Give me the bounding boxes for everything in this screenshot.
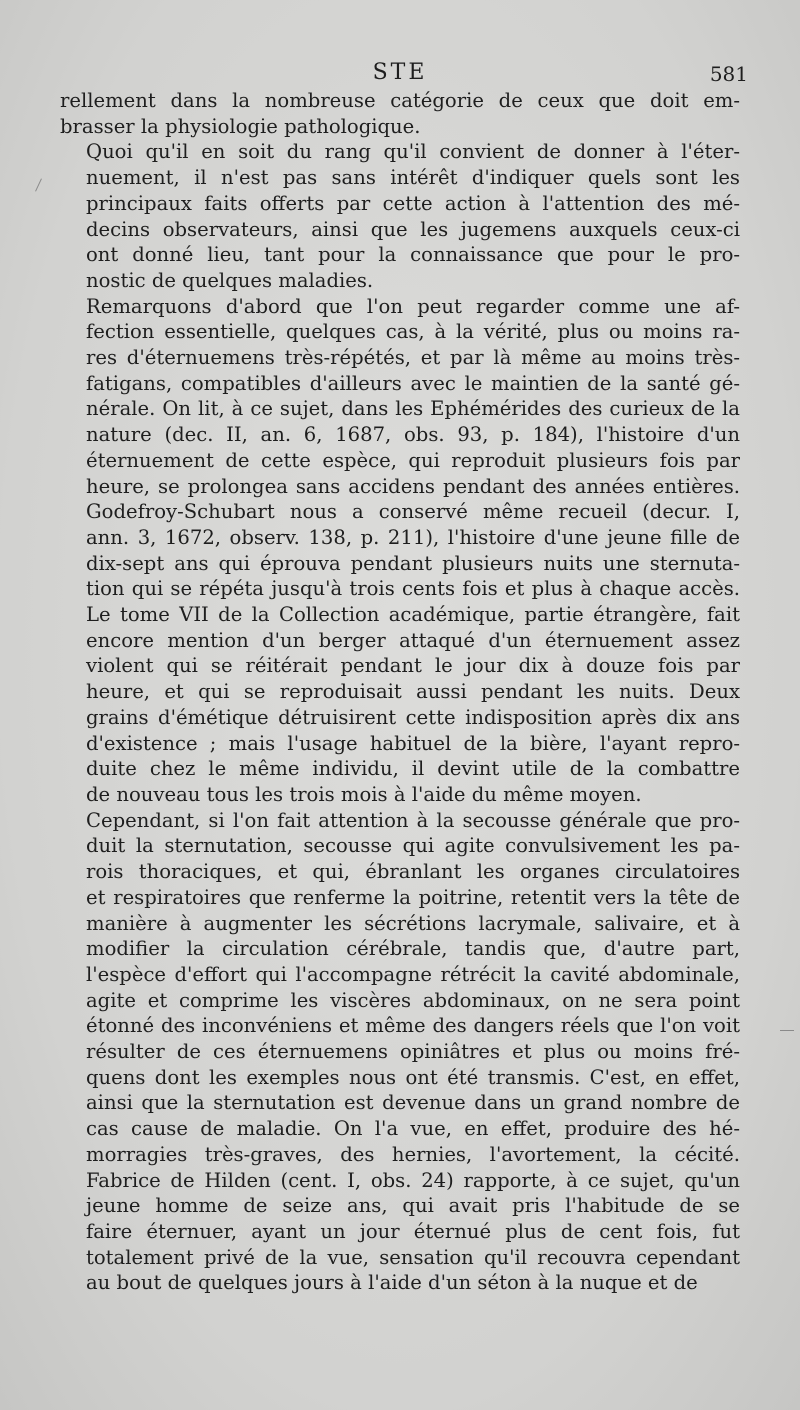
text-line: encore mention d'un berger attaqué d'un éternuement assez [86, 628, 740, 652]
text-line: résulter de ces éternuemens opiniâtres et plus ou moins fré- [86, 1040, 740, 1064]
text-line: Remarquons d'abord que l'on peut regarder comme une af- [86, 294, 740, 318]
text-line: nuement, il n'est pas sans intérêt d'indiquer quels sont les [86, 166, 740, 190]
text-line: fatigans, compatibles d'ailleurs avec le maintien de la santé gé- [86, 371, 740, 395]
text-line: nature (dec. II, an. 6, 1687, obs. 93, p. 184), l'histoire d'un [86, 423, 740, 447]
text-line: tion qui se répéta jusqu'à trois cents fois et plus à chaque accès. [86, 577, 740, 601]
text-line: violent qui se réitérait pendant le jour dix à douze fois par [86, 654, 740, 678]
text-line: l'espèce d'effort qui l'accompagne rétrécit la cavité abdominale, [86, 962, 740, 986]
text-line: decins observateurs, ainsi que les jugemens auxquels ceux-ci [86, 217, 740, 241]
body-text [60, 88, 740, 1296]
text-line: totalement privé de la vue, sensation qu'il recouvra cependant [86, 1245, 740, 1269]
text-line: éternuement de cette espèce, qui reproduit plusieurs fois par [86, 448, 740, 472]
text-line: Cependant, si l'on fait attention à la secousse générale que pro- [86, 808, 740, 832]
running-head: STE [372, 60, 428, 85]
text-line: modifier la circulation cérébrale, tandis que, d'autre part, [86, 937, 740, 961]
text-line: faire éternuer, ayant un jour éternué plus de cent fois, fut [86, 1219, 740, 1243]
text-line: Fabrice de Hilden (cent. I, obs. 24) rapporte, à ce sujet, qu'un [86, 1168, 740, 1192]
text-line: Le tome VII de la Collection académique, partie étrangère, fait [86, 603, 740, 627]
text-line: ann. 3, 1672, observ. 138, p. 211), l'histoire d'une jeune fille de [86, 525, 740, 549]
text-line: d'existence ; mais l'usage habituel de la bière, l'ayant repro- [86, 731, 740, 755]
text-line: ainsi que la sternutation est devenue dans un grand nombre de [86, 1091, 740, 1115]
text-line: brasser la physiologie pathologique. [60, 114, 421, 138]
text-line: principaux faits offerts par cette action à l'attention des mé- [86, 191, 740, 215]
text-line: cas cause de maladie. On l'a vue, en effet, produire des hé- [86, 1117, 740, 1141]
text-line: heure, se prolongea sans accidens pendant des années entières. [86, 474, 740, 498]
text-line: ont donné lieu, tant pour la connaissance que pour le pro- [86, 243, 740, 267]
text-line: fection essentielle, quelques cas, à la vérité, plus ou moins ra- [86, 320, 740, 344]
text-line: nérale. On lit, à ce sujet, dans les Ephémérides des curieux de la [86, 397, 740, 421]
text-line: duit la sternutation, secousse qui agite convulsivement les pa- [86, 834, 740, 858]
text-line: rois thoraciques, et qui, ébranlant les organes circulatoires [86, 860, 740, 884]
text-line: agite et comprime les viscères abdominaux, on ne sera point [86, 988, 740, 1012]
paragraph [60, 88, 740, 139]
text-line: heure, et qui se reproduisait aussi pendant les nuits. Deux [86, 680, 740, 704]
paragraph [60, 808, 740, 1296]
text-line: manière à augmenter les sécrétions lacrymale, salivaire, et à [86, 911, 740, 935]
page-number: 581 [709, 62, 748, 86]
text-line: au bout de quelques jours à l'aide d'un séton à la nuque et de [86, 1271, 698, 1295]
text-line: jeune homme de seize ans, qui avait pris l'habitude de se [86, 1194, 740, 1218]
page-header [60, 60, 748, 90]
text-line: dix-sept ans qui éprouva pendant plusieurs nuits une sternuta- [86, 551, 740, 575]
text-line: de nouveau tous les trois mois à l'aide du même moyen. [86, 782, 642, 806]
paragraph [60, 139, 740, 293]
text-line: grains d'émétique détruisirent cette indisposition après dix ans [86, 705, 740, 729]
text-line: quens dont les exemples nous ont été transmis. C'est, en effet, [86, 1065, 740, 1089]
text-line: Quoi qu'il en soit du rang qu'il convient de donner à l'éter- [86, 140, 740, 164]
margin-mark [35, 178, 42, 191]
text-line: nostic de quelques maladies. [86, 268, 374, 292]
text-line: rellement dans la nombreuse catégorie de ceux que doit em- [60, 89, 740, 112]
paragraph [60, 294, 740, 808]
text-line: étonné des inconvéniens et même des dangers réels que l'on voit [86, 1014, 740, 1038]
margin-mark [780, 1030, 794, 1031]
text-line: duite chez le même individu, il devint utile de la combattre [86, 757, 740, 781]
text-line: et respiratoires que renferme la poitrine, retentit vers la tête de [86, 885, 740, 909]
text-line: res d'éternuemens très-répétés, et par là même au moins très- [86, 346, 740, 370]
text-line: morragies très-graves, des hernies, l'avortement, la cécité. [86, 1142, 740, 1166]
text-line: Godefroy-Schubart nous a conservé même recueil (decur. I, [86, 500, 740, 524]
